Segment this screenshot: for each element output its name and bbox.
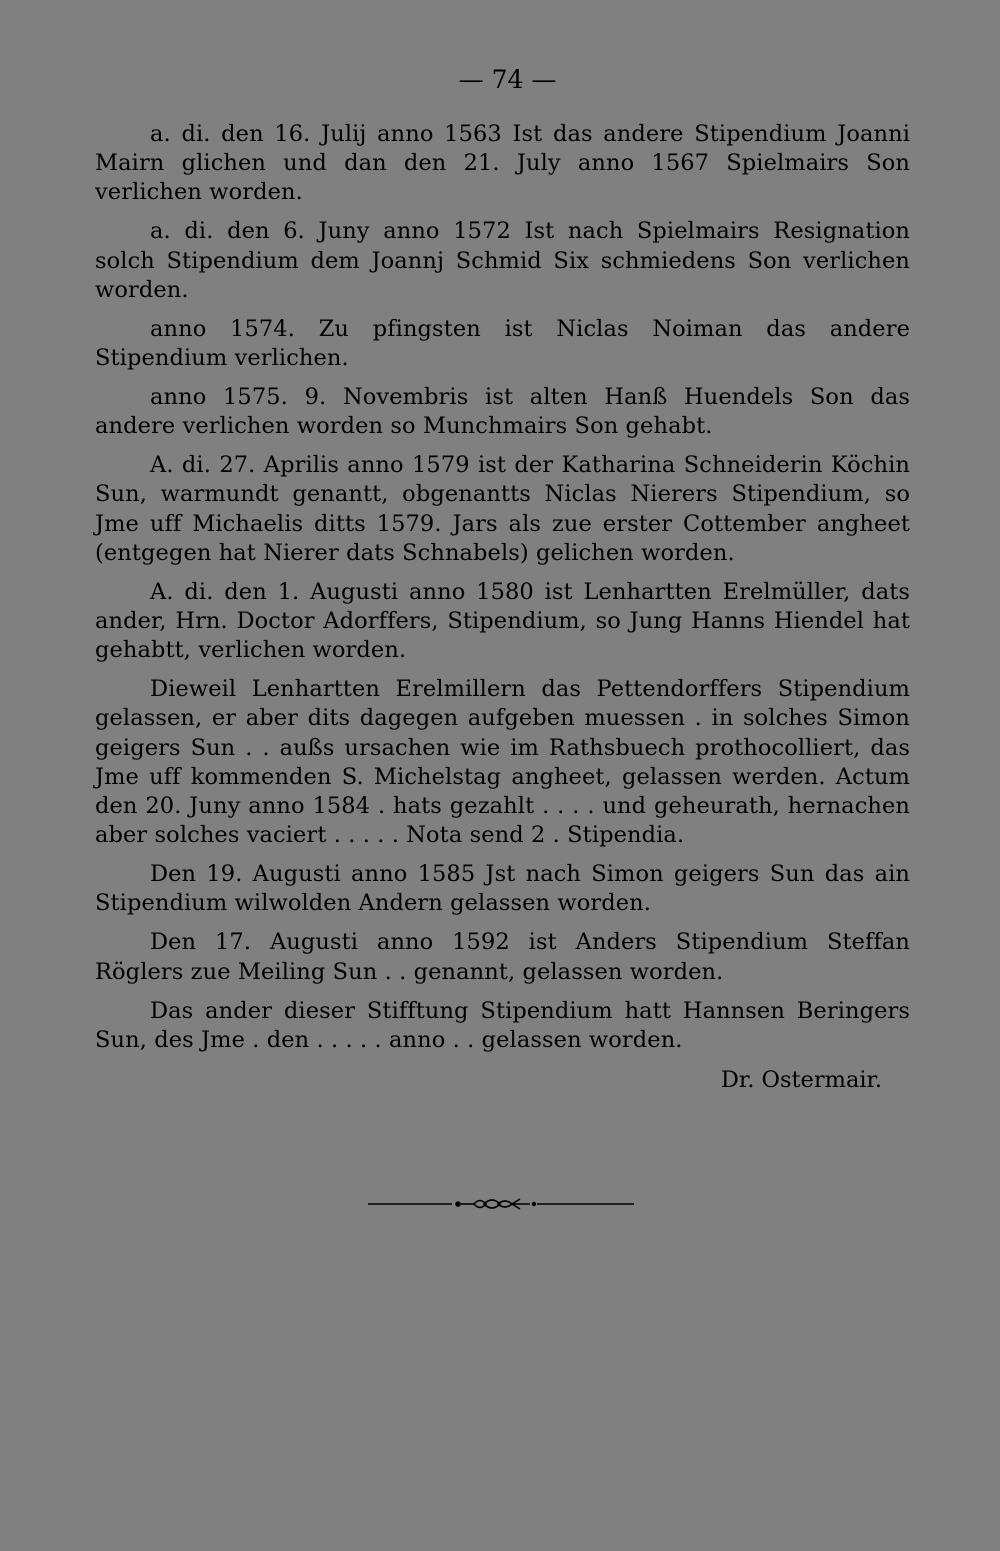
decorative-rule-icon [368, 1192, 634, 1216]
entry-1585: Den 19. Augusti anno 1585 Jst nach Simon geigers Sun das ain Stipendium wilwolden Andern gelassen worden. [95, 861, 910, 917]
entry-final: Das ander dieser Stifftung Stipendium hatt Hannsen Beringers Sun, des Jme . den . . . . . anno . . gelassen worden. [95, 997, 910, 1053]
entry-1574: anno 1574. Zu pfingsten ist Niclas Noiman das andere Stipendium verlichen. [95, 315, 910, 372]
signature: Dr. Ostermair. [720, 1066, 882, 1093]
entry-1575: anno 1575. 9. Novembris ist alten Hanß Huendels Son das andere verlichen worden so Munchmairs Son gehabt. [95, 384, 910, 440]
entry-1579: A. di. 27. Aprilis anno 1579 ist der Katharina Schneiderin Köchin Sun, warmundt genantt, obgenantts Niclas Nierers Stipendium, so Jme uff Michaelis ditts 1579. Jars als zue erster Cottember angheet (entgegen hat Nierer dats Schnabels) gelichen worden. [95, 452, 910, 566]
entry-1584: Dieweil Lenhartten Erelmillern das Pettendorffers Stipendium gelassen, er aber dits dagegen aufgeben muessen . in solches Simon geigers Sun . . außs ursachen wie im Rathsbuech prothocolliert, das Jme uff kommenden S. Michelstag angheet, gelassen werden. Actum den 20. Juny anno 1584 . hats gezahlt . . . . und geheurath, hernachen aber solches vaciert . . . . . Nota send 2 . Stipendia. [95, 676, 910, 849]
entry-1563: a. di. den 16. Julij anno 1563 Ist das andere Stipendium Joanni Mairn glichen und dan den 21. July anno 1567 Spielmairs Son verlichen worden. [95, 121, 910, 206]
entry-1592: Den 17. Augusti anno 1592 ist Anders Stipendium Steffan Röglers zue Meiling Sun . . genannt, gelassen worden. [95, 929, 910, 985]
document-page [95, 60, 910, 1095]
page-number: — 74 — [458, 65, 557, 94]
entry-1580: A. di. den 1. Augusti anno 1580 ist Lenhartten Erelmüller, dats ander, Hrn. Doctor Adorffers, Stipendium, so Jung Hanns Hiendel hat gehabtt, verlichen worden. [95, 578, 910, 664]
entry-1572: a. di. den 6. Juny anno 1572 Ist nach Spielmairs Resignation solch Stipendium dem Joannj Schmid Six schmiedens Son verlichen worden. [95, 218, 910, 303]
